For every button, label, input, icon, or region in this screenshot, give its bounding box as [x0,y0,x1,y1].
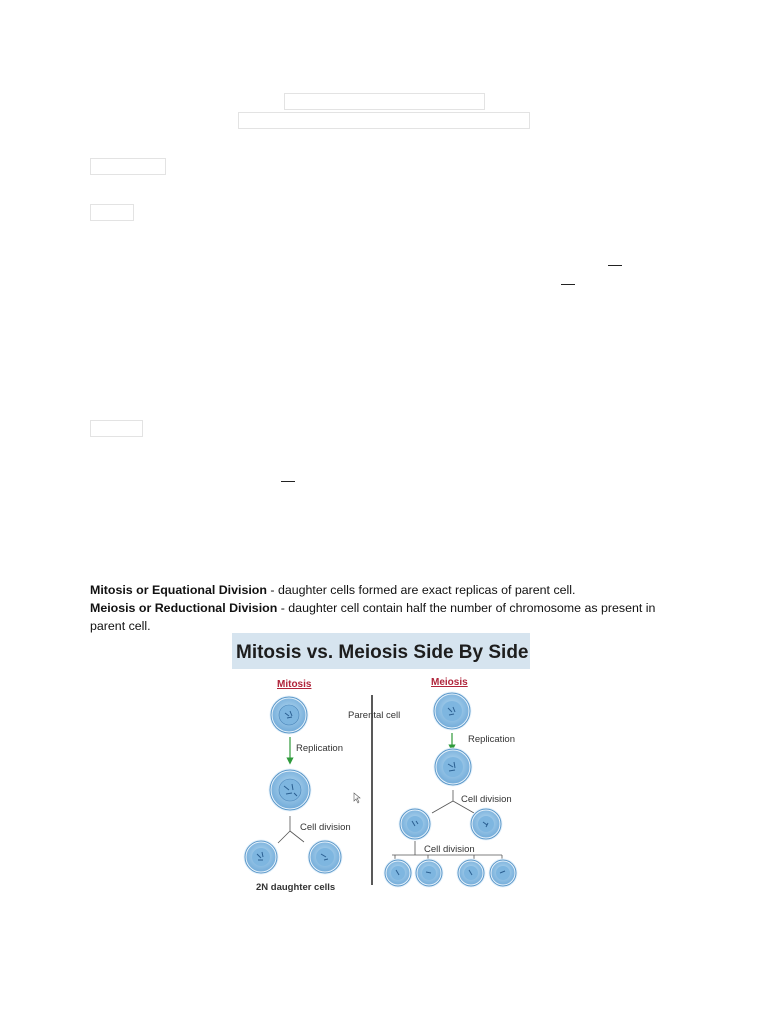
meiosis-first-division-cell-1 [400,809,430,839]
cell-division-label-right-1: Cell division [461,794,512,805]
mitosis-meiosis-diagram [232,633,530,895]
meiosis-first-division-cell-2 [471,809,501,839]
meiosis-replicated-cell [435,749,471,785]
parental-cell-label: Parental cell [348,710,401,721]
meiosis-definition [90,599,670,635]
cell-division-label-left: Cell division [300,822,351,833]
meiosis-gamete-cell-1 [385,860,411,886]
mitosis-term: Mitosis or Equational Division [90,583,267,597]
mitosis-replicated-cell [270,770,310,810]
replication-label-right: Replication [468,734,515,745]
mitosis-definition [90,581,690,599]
cursor-icon [354,793,360,803]
meiosis-gamete-cell-3 [458,860,484,886]
mitosis-label: Mitosis [277,679,312,690]
title-placeholder-2 [238,112,530,129]
mitosis-parent-cell [271,697,307,733]
meiosis-label: Meiosis [431,677,468,688]
overline-mark-1 [608,265,622,266]
meiosis-parent-cell [434,693,470,729]
heading-placeholder-3 [90,420,143,437]
meiosis-gamete-cell-4 [490,860,516,886]
overline-mark-3 [281,481,295,482]
meiosis-gamete-cell-2 [416,860,442,886]
meiosis-term: Meiosis or Reductional Division [90,601,278,615]
meiosis-description: - daughter cell contain half the number of chromosome as present in parent cell. [90,601,656,633]
mitosis-daughter-cell-1 [245,841,277,873]
heading-placeholder-1 [90,158,166,175]
title-placeholder-1 [284,93,485,110]
replication-label-left: Replication [296,743,343,754]
diagram-title: Mitosis vs. Meiosis Side By Side [236,642,529,663]
overline-mark-2 [561,284,575,285]
mitosis-daughter-cell-2 [309,841,341,873]
daughter-cells-label: 2N daughter cells [256,882,336,893]
heading-placeholder-2 [90,204,134,221]
mitosis-description: - daughter cells formed are exact replicas of parent cell. [266,583,576,597]
cell-division-label-right-2: Cell division [424,844,475,855]
